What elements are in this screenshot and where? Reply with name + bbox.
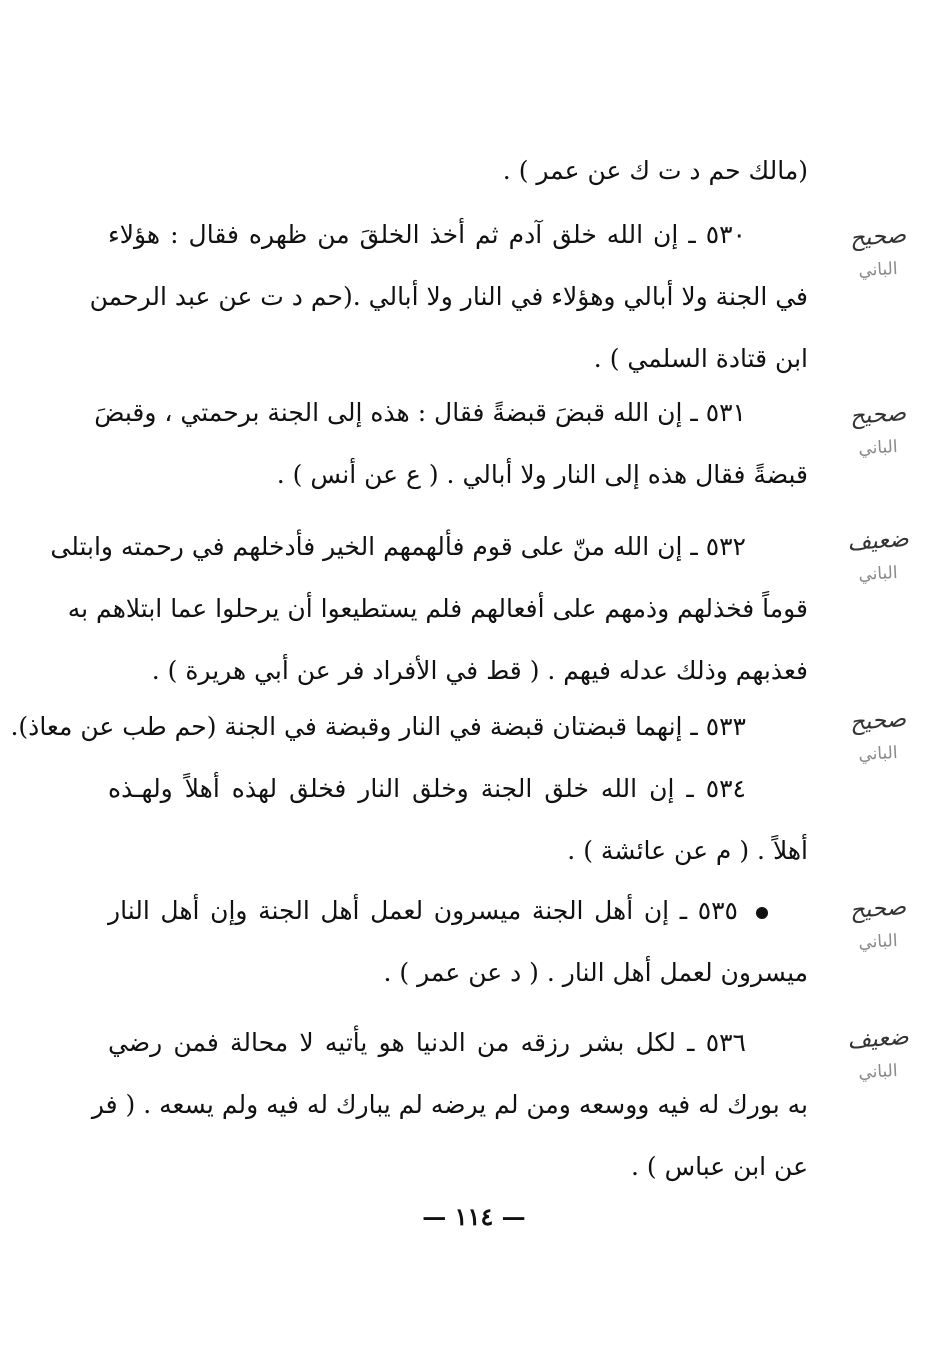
- grade-source: الباني: [857, 562, 899, 586]
- hadith-continuation: [108, 140, 808, 202]
- hadith-line: ٥٣١ ـ إن الله قبضَ قبضةً فقال : هذه إلى الجنة برحمتي ، وقبضَ: [94, 398, 746, 427]
- hadith-536: [91, 1012, 808, 1198]
- hadith-line: أهلاً . ( م عن عائشة ) .: [567, 836, 808, 865]
- grade-note-536: [826, 1024, 930, 1084]
- grade-note-535: [826, 894, 930, 954]
- grade-source: الباني: [857, 1060, 899, 1084]
- hadith-533: [10, 696, 808, 758]
- grade-label: صحيح: [849, 222, 907, 252]
- grade-label: صحيح: [849, 400, 907, 430]
- hadith-line: في الجنة ولا أبالي وهؤلاء في النار ولا أبالي .(حم د ت عن عبد الرحمن: [89, 282, 808, 311]
- grade-label: صحيح: [849, 894, 907, 924]
- hadith-line: قوماً فخذلهم وذمهم على أفعالهم فلم يستطيعوا أن يرحلوا عما ابتلاهم به: [67, 594, 808, 623]
- hadith-line: ٥٣٣ ـ إنهما قبضتان قبضة في النار وقبضة في الجنة (حم طب عن معاذ).: [10, 712, 746, 741]
- hadith-line: ابن قتادة السلمي ) .: [593, 344, 808, 373]
- grade-note-533: [826, 706, 930, 766]
- grade-note-530: [826, 222, 930, 282]
- hadith-line: ٥٣٤ ـ إن الله خلق الجنة وخلق النار فخلق لهذه أهلاً ولهـذه: [108, 774, 746, 803]
- bullet-icon: [756, 907, 768, 919]
- hadith-line: [108, 880, 808, 942]
- hadith-530: [89, 204, 808, 390]
- grade-label: صحيح: [849, 706, 907, 736]
- hadith-532: [50, 516, 808, 702]
- hadith-535: [108, 880, 808, 1004]
- hadith-line: (مالك حم د ت ك عن عمر ) .: [502, 156, 808, 185]
- hadith-line: فعذبهم وذلك عدله فيهم . ( قط في الأفراد فر عن أبي هريرة ) .: [151, 656, 808, 685]
- grade-source: الباني: [857, 436, 899, 460]
- hadith-534: [108, 758, 808, 882]
- grade-note-531: [826, 400, 930, 460]
- hadith-line: به بورك له فيه ووسعه ومن لم يرضه لم يبارك له فيه ولم يسعه . ( فر: [91, 1090, 808, 1119]
- grade-label: ضعيف: [846, 1023, 910, 1055]
- grade-note-532: [826, 526, 930, 586]
- hadith-line-text: ٥٣٥ ـ إن أهل الجنة ميسرون لعمل أهل الجنة وإن أهل النار: [108, 896, 738, 925]
- hadith-line: ٥٣٦ ـ لكل بشر رزقه من الدنيا هو يأتيه لا محالة فمن رضي: [108, 1028, 746, 1057]
- hadith-line: قبضةً فقال هذه إلى النار ولا أبالي . ( ع عن أنس ) .: [276, 460, 808, 489]
- page-number: — ١١٤ —: [422, 1202, 526, 1231]
- grade-source: الباني: [857, 742, 899, 766]
- grade-label: ضعيف: [846, 525, 910, 557]
- hadith-line: ٥٣٠ ـ إن الله خلق آدم ثم أخذ الخلقَ من ظهره فقال : هؤلاء: [108, 220, 746, 249]
- hadith-531: [94, 382, 808, 506]
- hadith-line: ميسرون لعمل أهل النار . ( د عن عمر ) .: [383, 958, 808, 987]
- grade-source: الباني: [857, 258, 899, 282]
- hadith-line: ٥٣٢ ـ إن الله منّ على قوم فألهمهم الخير فأدخلهم في رحمته وابتلى: [50, 532, 746, 561]
- grade-source: الباني: [857, 930, 899, 954]
- hadith-line: عن ابن عباس ) .: [631, 1152, 808, 1181]
